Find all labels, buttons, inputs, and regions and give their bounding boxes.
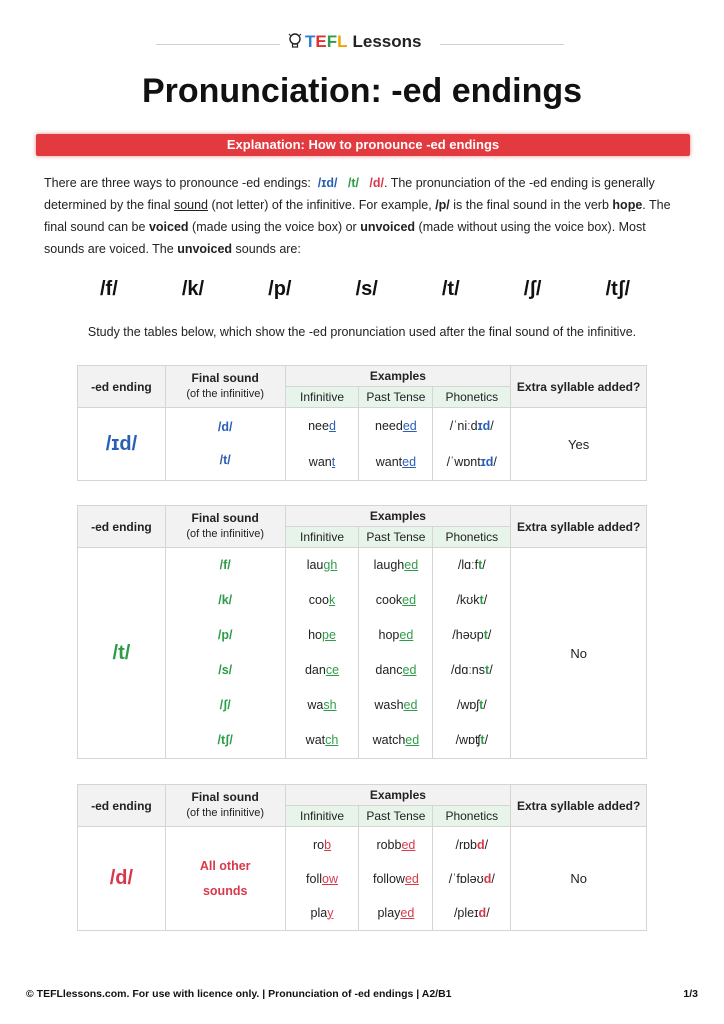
header-final-sound: Final sound (of the infinitive)	[165, 506, 285, 548]
list-item: /wɒʃt/	[456, 698, 487, 712]
final-sounds: /f/ /k/ /p/ /s/ /ʃ/ /tʃ/	[165, 548, 285, 759]
unvoiced-sound: /k/	[181, 278, 205, 300]
sound-t: /t/	[347, 176, 359, 190]
list-item: /rɒbd/	[455, 837, 489, 852]
table-id-ending	[77, 365, 647, 481]
header-examples: Examples	[285, 366, 511, 387]
header-ed-ending: -ed ending	[78, 366, 166, 408]
list-item: follow	[306, 871, 338, 886]
section-banner: Explanation: How to pronounce -ed endings	[36, 134, 690, 156]
ending-d: /d/	[78, 827, 166, 931]
sound-id: /ɪd/	[317, 176, 338, 190]
list-item: /kʊkt/	[456, 593, 488, 607]
list-item: /həʊpt/	[452, 628, 492, 642]
page-footer	[26, 988, 698, 1000]
table-t-ending	[77, 505, 647, 759]
list-item: watch	[305, 733, 339, 747]
list-item: want	[308, 455, 336, 469]
header-past-tense: Past Tense	[359, 806, 433, 827]
list-item: followed	[372, 871, 419, 886]
footer-copyright: © TEFLlessons.com. For use with licence only. | Pronunciation of -ed endings | A2/B1	[26, 988, 452, 1000]
header-past-tense: Past Tense	[359, 387, 433, 408]
final-sounds: All other sounds	[165, 827, 285, 931]
header-phonetics: Phonetics	[433, 527, 511, 548]
list-item: /pleɪd/	[453, 905, 490, 920]
list-item: wash	[307, 698, 337, 712]
logo-letter-l: L	[337, 32, 348, 51]
past-tense-col	[359, 408, 433, 481]
unvoiced-sound: /p/	[268, 278, 292, 300]
header-examples: Examples	[285, 785, 511, 806]
extra-syllable-value: Yes	[511, 408, 647, 481]
list-item: washed	[374, 698, 418, 712]
p-sound: /p/	[435, 198, 450, 212]
unvoiced-sound: /t/	[441, 278, 460, 300]
list-item: need	[308, 419, 336, 433]
infinitive-col	[285, 548, 359, 759]
list-item: laughed	[373, 558, 419, 572]
list-item: /ˈfɒləʊd/	[448, 871, 495, 886]
list-item: cook	[308, 593, 336, 607]
past-tense-col	[359, 548, 433, 759]
past-tense-col	[359, 827, 433, 931]
list-item: needed	[375, 419, 417, 433]
infinitive-col	[285, 827, 359, 931]
list-item: /ˈwɒntɪd/	[446, 455, 497, 469]
header-infinitive: Infinitive	[285, 806, 359, 827]
list-item: wanted	[375, 455, 417, 469]
infinitive-col	[285, 408, 359, 481]
list-item: dance	[304, 663, 340, 677]
header-extra-syllable: Extra syllable added?	[511, 506, 647, 548]
tefl-logo	[288, 32, 422, 52]
phonetics-col	[433, 408, 511, 481]
logo-letter-t: T	[305, 32, 316, 51]
extra-syllable-value: No	[511, 548, 647, 759]
sound-d: /d/	[369, 176, 384, 190]
logo-letter-f: F	[326, 32, 338, 51]
header-ed-ending: -ed ending	[78, 785, 166, 827]
header-infinitive: Infinitive	[285, 387, 359, 408]
logo-divider-left	[156, 44, 280, 45]
header-examples: Examples	[285, 506, 511, 527]
list-item: hope	[308, 628, 336, 642]
list-item: /dɑːnst/	[450, 663, 493, 677]
unvoiced-sounds-list	[100, 278, 630, 301]
phonetics-col	[433, 548, 511, 759]
table-d-ending	[77, 784, 647, 931]
header-infinitive: Infinitive	[285, 527, 359, 548]
list-item: hoped	[378, 628, 414, 642]
header-final-sound: Final sound (of the infinitive)	[165, 366, 285, 408]
ending-id: /ɪd/	[78, 408, 166, 481]
header-phonetics: Phonetics	[433, 806, 511, 827]
logo-letter-e: E	[315, 32, 327, 51]
logo-word-lessons: Lessons	[352, 32, 422, 51]
header-extra-syllable: Extra syllable added?	[511, 785, 647, 827]
unvoiced-sound: /f/	[100, 278, 118, 300]
list-item: /ˈniːdɪd/	[449, 419, 494, 433]
list-item: play	[310, 905, 334, 920]
header-extra-syllable: Extra syllable added?	[511, 366, 647, 408]
list-item: watched	[372, 733, 420, 747]
list-item: /lɑːft/	[457, 558, 486, 572]
study-instruction: Study the tables below, which show the -ed pronunciation used after the final sound of the infinitive.	[87, 325, 637, 339]
header-past-tense: Past Tense	[359, 527, 433, 548]
list-item: played	[377, 905, 415, 920]
final-sounds: /d/ /t/	[165, 408, 285, 481]
intro-paragraph: There are three ways to pronounce -ed endings: /ɪd/ /t/ /d/. The pronunciation of the -ed ending is generally determined by the final sound (not letter) of the infinitive. For example, /p/ is the final sound in the verb hope. The final sound can be voiced (made using the voice box) or unvoiced (made without using the voice box). Most sounds are voiced. The unvoiced sounds are:	[44, 176, 671, 256]
unvoiced-sound: /tʃ/	[605, 278, 630, 300]
extra-syllable-value: No	[511, 827, 647, 931]
unvoiced-sound: /ʃ/	[523, 278, 542, 300]
list-item: /wɒʧt/	[455, 733, 489, 747]
lightbulb-icon	[288, 33, 302, 49]
list-item: cooked	[375, 593, 417, 607]
list-item: rob	[312, 837, 332, 852]
list-item: danced	[375, 663, 417, 677]
header-final-sound: Final sound (of the infinitive)	[165, 785, 285, 827]
list-item: robbed	[376, 837, 416, 852]
page-number: 1/3	[683, 988, 698, 1000]
unvoiced-sound: /s/	[355, 278, 378, 300]
sound-word: sound	[173, 198, 209, 212]
ending-t: /t/	[78, 548, 166, 759]
header-ed-ending: -ed ending	[78, 506, 166, 548]
logo-divider-right	[440, 44, 564, 45]
page-title: Pronunciation: -ed endings	[141, 72, 583, 110]
phonetics-col	[433, 827, 511, 931]
header-logo-row	[0, 30, 724, 58]
list-item: laugh	[306, 558, 338, 572]
header-phonetics: Phonetics	[433, 387, 511, 408]
